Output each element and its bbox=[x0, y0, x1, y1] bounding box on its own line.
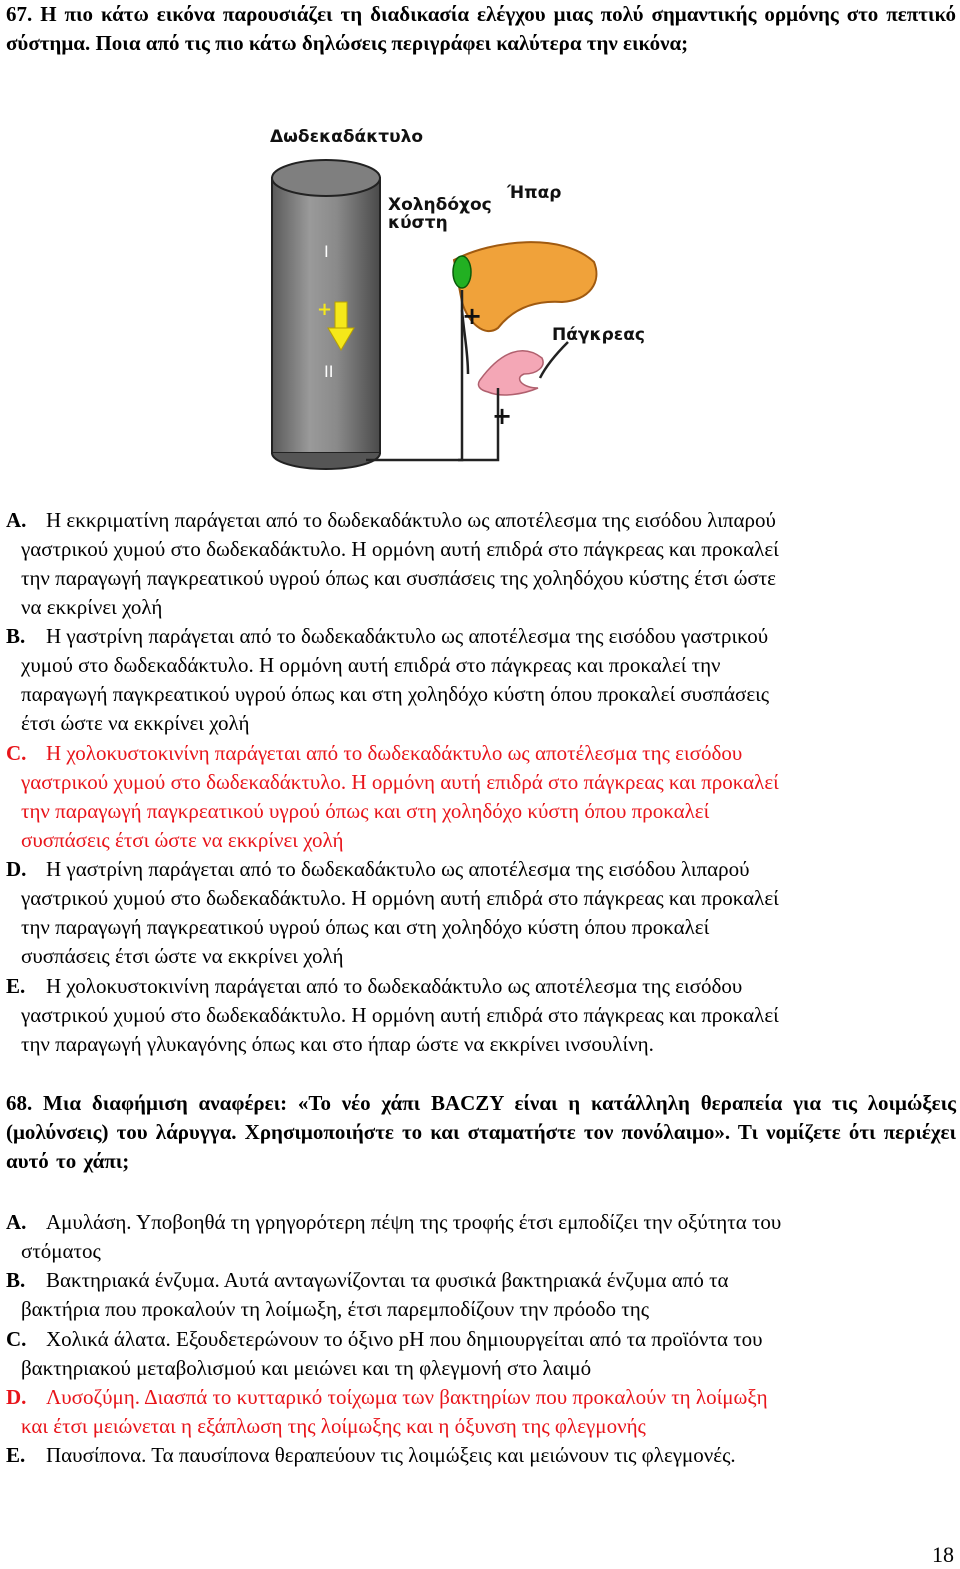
gallbladder-shape bbox=[453, 256, 471, 288]
option-line: την παραγωγή παγκρεατικού υγρού όπως και στη χοληδόχο κύστη όπου προκαλεί bbox=[21, 915, 710, 939]
option-line: και έτσι μειώνεται η εξάπλωση της λοίμωξης και η όξυνση της φλεγμονής bbox=[21, 1414, 646, 1438]
option-line: στόματος bbox=[21, 1239, 101, 1263]
option-line: Η εκκριματίνη παράγεται από το δωδεκαδάκτυλο ως αποτέλεσμα της εισόδου λιπαρού bbox=[46, 508, 776, 532]
question-68-heading: 68. Μια διαφήμιση αναφέρει: «Το νέο χάπι BACZY είναι η κατάλληλη θεραπεία για τις λοιμώξεις (μολύνσεις) του λάρυγγα. Χρησιμοποιήστε το και σταματήστε τον πονόλαιμο». Τι νομίζετε ότι περιέχει αυτό το χάπι; bbox=[6, 1091, 956, 1173]
option-line: γαστρικού χυμού στο δωδεκαδάκτυλο. Η ορμόνη αυτή επιδρά στο πάγκρεας και προκαλεί bbox=[21, 886, 779, 910]
option-line: Η γαστρίνη παράγεται από το δωδεκαδάκτυλο ως αποτέλεσμα της εισόδου γαστρικού bbox=[46, 624, 769, 648]
q67-option-c-correct bbox=[6, 739, 946, 855]
option-line: Χολικά άλατα. Εξουδετερώνουν το όξινο pH που δημιουργείται από τα προϊόντα του bbox=[46, 1327, 763, 1351]
mark-II: II bbox=[324, 362, 334, 381]
label-gallbladder-2: κύστη bbox=[388, 213, 448, 233]
plus-sign-liver: + bbox=[462, 302, 483, 330]
question-67-heading: 67. Η πιο κάτω εικόνα παρουσιάζει τη διαδικασία ελέγχου μιας πολύ σημαντικής ορμόνης στο πεπτικό σύστημα. Ποια από τις πιο κάτω δηλώσεις περιγράφει καλύτερα την εικόνα; bbox=[6, 2, 956, 55]
q68-option-a bbox=[6, 1208, 946, 1266]
option-line: την παραγωγή παγκρεατικού υγρού όπως και στη χοληδόχο κύστη όπου προκαλεί bbox=[21, 799, 710, 823]
option-letter: B. bbox=[6, 1268, 26, 1292]
option-line: χυμού στο δωδεκαδάκτυλο. Η ορμόνη αυτή επιδρά στο πάγκρεας και προκαλεί την bbox=[21, 653, 721, 677]
plus-sign-pancreas: + bbox=[492, 402, 513, 430]
option-letter: D. bbox=[6, 857, 27, 881]
q67-option-e bbox=[6, 972, 946, 1059]
option-line: να εκκρίνει χολή bbox=[21, 595, 163, 619]
label-gallbladder-1: Χοληδόχος bbox=[388, 195, 492, 215]
option-letter: E. bbox=[6, 974, 26, 998]
option-letter: C. bbox=[6, 1327, 27, 1351]
option-line: παραγωγή παγκρεατικού υγρού όπως και στη χοληδόχο κύστη όπου προκαλεί συσπάσεις bbox=[21, 682, 770, 706]
option-line: Παυσίπονα. Τα παυσίπονα θεραπεύουν τις λοιμώξεις και μειώνουν τις φλεγμονές. bbox=[46, 1443, 736, 1467]
q68-option-d-correct bbox=[6, 1383, 946, 1441]
mark-I: I bbox=[324, 242, 329, 261]
digestive-hormone-diagram bbox=[262, 112, 662, 472]
page-number: 18 bbox=[932, 1542, 954, 1567]
option-line: βακτήρια που προκαλούν τη λοίμωξη, έτσι παρεμποδίζουν την πρόοδο της bbox=[21, 1297, 650, 1321]
option-line: γαστρικού χυμού στο δωδεκαδάκτυλο. Η ορμόνη αυτή επιδρά στο πάγκρεας και προκαλεί bbox=[21, 1003, 779, 1027]
option-line: έτσι ώστε να εκκρίνει χολή bbox=[21, 711, 250, 735]
label-duodenum: Δωδεκαδάκτυλο bbox=[270, 127, 424, 147]
option-line: συσπάσεις έτσι ώστε να εκκρίνει χολή bbox=[21, 944, 344, 968]
option-line: βακτηριακού μεταβολισμού και μειώνει και τη φλεγμονή στο λαιμό bbox=[21, 1356, 592, 1380]
option-line: Λυσοζύμη. Διασπά το κυτταρικό τοίχωμα των βακτηρίων που προκαλούν τη λοίμωξη bbox=[46, 1385, 768, 1409]
q68-option-c bbox=[6, 1325, 946, 1383]
q68-option-e bbox=[6, 1441, 946, 1470]
label-pancreas: Πάγκρεας bbox=[552, 325, 645, 345]
option-letter: A. bbox=[6, 1210, 27, 1234]
option-letter: E. bbox=[6, 1443, 26, 1467]
option-line: την παραγωγή παγκρεατικού υγρού όπως και συσπάσεις της χοληδόχου κύστης έτσι ώστε bbox=[21, 566, 776, 590]
option-letter: C. bbox=[6, 741, 27, 765]
option-line: γαστρικού χυμού στο δωδεκαδάκτυλο. Η ορμόνη αυτή επιδρά στο πάγκρεας και προκαλεί bbox=[21, 537, 779, 561]
q67-option-a bbox=[6, 506, 946, 622]
option-line: Η γαστρίνη παράγεται από το δωδεκαδάκτυλο ως αποτέλεσμα της εισόδου λιπαρού bbox=[46, 857, 750, 881]
option-line: γαστρικού χυμού στο δωδεκαδάκτυλο. Η ορμόνη αυτή επιδρά στο πάγκρεας και προκαλεί bbox=[21, 770, 779, 794]
option-line: Η χολοκυστοκινίνη παράγεται από το δωδεκαδάκτυλο ως αποτέλεσμα της εισόδου bbox=[46, 741, 743, 765]
option-line: την παραγωγή γλυκαγόνης όπως και στο ήπαρ ώστε να εκκρίνει ινσουλίνη. bbox=[21, 1032, 654, 1056]
option-letter: A. bbox=[6, 508, 27, 532]
option-line: Αμυλάση. Υποβοηθά τη γρηγορότερη πέψη της τροφής έτσι εμποδίζει την οξύτητα του bbox=[46, 1210, 782, 1234]
label-liver: Ήπαρ bbox=[507, 183, 562, 203]
q67-option-d bbox=[6, 855, 946, 971]
plus-sign-arrow: + bbox=[317, 299, 333, 320]
option-letter: D. bbox=[6, 1385, 27, 1409]
option-line: Βακτηριακά ένζυμα. Αυτά ανταγωνίζονται τα φυσικά βακτηριακά ένζυμα από τα bbox=[46, 1268, 729, 1292]
q67-option-b bbox=[6, 622, 946, 738]
pancreas-shape bbox=[478, 351, 543, 395]
q68-option-b bbox=[6, 1266, 946, 1324]
option-line: συσπάσεις έτσι ώστε να εκκρίνει χολή bbox=[21, 828, 344, 852]
option-line: Η χολοκυστοκινίνη παράγεται από το δωδεκαδάκτυλο ως αποτέλεσμα της εισόδου bbox=[46, 974, 743, 998]
option-letter: B. bbox=[6, 624, 26, 648]
